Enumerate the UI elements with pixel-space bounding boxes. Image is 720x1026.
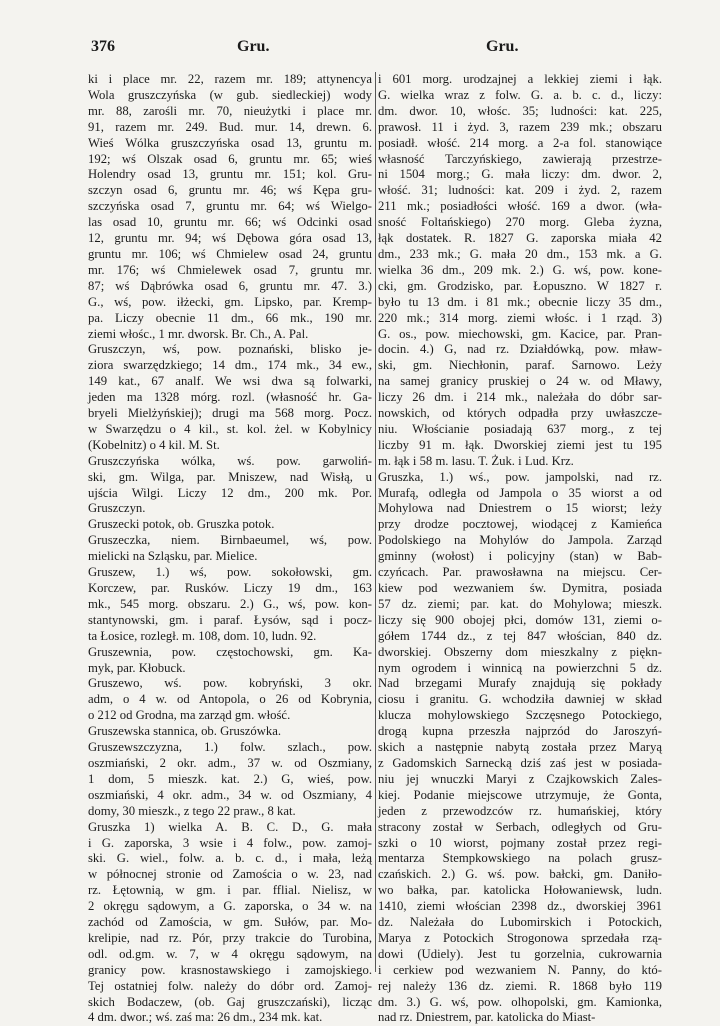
text-line: Nad brzegami Murafy znajdują się pokłady <box>378 676 662 691</box>
text-line: kiej. Podanie miejscowe utrzymuje, że Gonta, <box>378 787 662 802</box>
text-line: drogą kupna przeszła najprzód do Jaroszyń- <box>378 724 662 739</box>
text-line: Gruszeczka, niem. Birnbaeumel, wś, pow. <box>88 533 372 548</box>
text-line: kiew pod wezwaniem św. Dymitra, posiada <box>378 581 662 595</box>
text-line: odl. od.gm. w. 7, w 4 okręgu sądowym, na <box>88 946 372 961</box>
text-line: Holendry osad 13, gruntu mr. 151; kol. Gru- <box>88 167 372 182</box>
running-head-right: Gru. <box>486 38 519 55</box>
text-line: skich a następnie nabytą została przez Maryą <box>378 740 662 755</box>
text-line: liczy się 900 obojej płci, domów 131, ziemi o- <box>378 612 662 627</box>
text-line: ski, gm. Niechłonin, paraf. Sarnowo. Leży <box>378 358 662 373</box>
text-line: sność Foltańskiego) 270 morg. Gleba żyzna, <box>378 215 662 230</box>
text-line: jeden ma 1328 mórg. rozl. (własność hr. Ga- <box>88 390 372 405</box>
text-line: docin. 4.) G, nad rz. Działdówką, pow. mław- <box>378 342 662 357</box>
text-line: 4 dm. dwor.; wś. zaś ma: 26 dm., 234 mk. kat. <box>88 1010 323 1025</box>
text-line: 2 okręgu sądowym, a G. zaporska, o 34 w. na <box>88 899 372 914</box>
text-line: Gruszewo, wś. pow. kobryński, 3 okr. <box>88 676 372 691</box>
text-line: oszmiański, 2 okr. adm., 37 w. od Oszmiany, <box>88 755 372 770</box>
text-line: było tu 13 dm. i 81 mk.; obecnie liczy 35 dm., <box>378 294 662 309</box>
text-line: Mohylowa nad Dniestrem o 15 wiorst; leży <box>378 501 662 516</box>
text-line: krelipie, nad rz. Pór, przy trakcie do Turobina, <box>88 930 372 945</box>
text-line: mentarza Stempkowskiego na polach grusz- <box>378 851 662 866</box>
text-line: dworskiej. Obszerny dom mieszkalny z piękn- <box>378 644 662 659</box>
text-line: zachód od Zamościa, w gm. Sułów, par. Mo- <box>88 915 372 930</box>
text-line: własność Tarczyńskiego, zawierają przestrze- <box>378 151 662 166</box>
text-line: Gruszewnia, pow. częstochowski, gm. Ka- <box>88 644 372 659</box>
text-line: Tej ostatniej folw. należy do dóbr ord. Zamoj- <box>88 978 372 993</box>
text-line: bryeli Mielżyńskiej); drugi ma 568 morg. Pocz. <box>88 406 372 421</box>
text-line: myk, par. Kłobuck. <box>88 660 186 675</box>
text-line: 1 dom, 5 mieszk. kat. 2.) G, wieś, pow. <box>88 771 372 786</box>
text-line: 87; wś Dąbrówka osad 6, gruntu mr. 47. 3.) <box>88 278 372 293</box>
text-line: niu. Włościanie posiadają 637 morg., z tej <box>378 421 662 436</box>
text-line: łąk dostatek. R. 1827 G. zaporska miała 42 <box>378 231 662 246</box>
text-line: m. łąk i 58 m. lasu. T. Żuk. i Lud. Krz. <box>378 453 574 468</box>
text-line: G. os., pow. miechowski, gm. Kacice, par. Pran- <box>378 326 662 341</box>
text-line: Wieś Wólka gruszczyńska osad 13, gruntu m. <box>88 135 372 150</box>
text-line: ujścia Wilgi. Liczy 12 dm., 200 mk. Por. <box>88 485 372 500</box>
text-line: wo bałka, par. katolicka Hołowaniewsk, ludn. <box>378 883 662 898</box>
text-line: ziora swarzędzkiego; 14 dm., 174 mk., 34 ew., <box>88 358 372 373</box>
text-line: i 601 morg. urodzajnej a lekkiej ziemi i łąk. <box>378 72 662 86</box>
text-line: pa. Liczy obecnie 11 dm., 66 mk., 190 mr. <box>88 310 372 325</box>
text-line: o 212 od Grodna, ma zarząd gm. włość. <box>88 708 291 723</box>
text-line: szczyn osad 6, gruntu mr. 46; wś Kępa gru- <box>88 183 372 198</box>
text-line: stracony został w Serbach, odległych od Gru- <box>378 819 662 834</box>
text-line: liczy 26 dm. i 214 mk., należała do dóbr sar- <box>378 390 662 405</box>
text-line: 211 mk.; posiadłości włość. 169 a dwor. (wła- <box>378 199 662 214</box>
text-line: gminny (wołost) i policyjny (stan) w Bab- <box>378 549 662 564</box>
column-divider <box>375 72 376 972</box>
text-line: Wola gruszczyńska (w gub. siedleckiej) wody <box>88 87 372 102</box>
text-line: 12, gruntu mr. 94; wś Dębowa góra osad 13, <box>88 231 372 246</box>
text-line: 192; wś Olszak osad 6, gruntu mr. 65; wieś <box>88 151 372 166</box>
text-line: Marya z Potockich Strogonowa sprzedała rzą- <box>378 930 662 945</box>
text-line: liczby 91 m. łąk. Dworskiej ziemi jest tu 195 <box>378 437 662 452</box>
text-line: ki i place mr. 22, razem mr. 189; attynencya <box>88 72 372 86</box>
text-line: wielka 36 dm., 209 mk. 2.) G. wś, pow. kone- <box>378 262 662 277</box>
text-line: 91, razem mr. 249. Bud. mur. 14, drewn. 6. <box>88 119 372 134</box>
text-line: włość. 31; ludności: kat. 209 i żyd. 2, razem <box>378 183 662 198</box>
text-line: Gruszczyn, wś, pow. poznański, blisko je- <box>88 342 372 357</box>
text-line: ni 1504 morg.; G. mała liczy: dm. dwor. 2, <box>378 167 662 182</box>
text-line: Gruszewszczyzna, 1.) folw. szlach., pow. <box>88 740 372 755</box>
text-line: 57 dz. ziemi; par. kat. do Mohylowa; mieszk. <box>378 596 662 611</box>
page-header <box>0 38 720 60</box>
text-line: oszmiański, 4 okr. adm., 34 w. od Oszmiany, 4 <box>88 787 372 802</box>
page-number: 376 <box>91 38 115 55</box>
text-line: czyńcach. Par. prawosławna na miejscu. Cer- <box>378 565 662 580</box>
text-line: Podolskiego na Mohylów do Jampola. Zarząd <box>378 533 662 548</box>
text-line: Korczew, par. Rusków. Liczy 19 dm., 163 <box>88 581 372 595</box>
text-line: dm., 233 mk.; G. mała 20 dm., 153 mk. a G. <box>378 246 662 261</box>
text-line: na samej granicy pruskiej o 24 w. od Mławy, <box>378 374 662 389</box>
text-line: szczyńska osad 7, gruntu mr. 64; wś Wielgo- <box>88 199 372 214</box>
text-line: z Gadomskich Sarnecką dziś zaś jest w posiada- <box>378 755 662 770</box>
text-line: ziemi włośc., 1 mr. dworsk. Br. Ch., A. Pal. <box>88 326 309 341</box>
text-line: rej należy 136 dz. ziemi. R. 1868 było 119 <box>378 978 662 993</box>
text-line: dm. dwor. 10, włośc. 35; ludności: kat. 225, <box>378 103 662 118</box>
text-line: ski. G. wiel., folw. a. b. c. d., i mała, leżą <box>88 851 372 866</box>
text-line: gruntu mr. 106; wś Chmielew osad 24, gruntu <box>88 246 372 261</box>
text-line: stantynowski, gm. i paraf. Łysów, sąd i pocz- <box>88 612 372 627</box>
text-line: mielicki na Szląsku, par. Mielice. <box>88 549 258 564</box>
text-line: nad rz. Dniestrem, par. katolicka do Miast- <box>378 1010 596 1025</box>
text-line: nym ogrodem i winnicą na powierzchni 5 dz. <box>378 660 662 675</box>
text-line: adm, o 4 w. od Antopola, o 26 od Kobrynia, <box>88 692 372 707</box>
text-line: klucza mohylowskiego Szczęsnego Potockiego, <box>378 708 662 723</box>
text-line: czańskich. 2.) G. wś. pow. bałcki, gm. Daniło- <box>378 867 662 882</box>
text-line: Gruszczyńska wólka, wś. pow. garwoliń- <box>88 453 372 468</box>
text-line: domy, 30 mieszk., z tego 22 praw., 8 kat. <box>88 803 296 818</box>
text-line: dz. Należała do Lubomirskich i Potockich, <box>378 915 662 930</box>
text-line: Gruszka 1) wielka A. B. C. D., G. mała <box>88 819 372 834</box>
text-line: ski, gm. Wilga, par. Mniszew, nad Wisłą, u <box>88 469 372 484</box>
text-line: 149 kat., 67 analf. We wsi dwa są folwarki, <box>88 374 372 389</box>
text-line: las osad 10, gruntu mr. 66; wś Odcinki osad <box>88 215 372 230</box>
text-line: jeden z przewodzców rz. humańskiej, który <box>378 803 662 818</box>
text-line: prawosł. 11 i żyd. 3, razem 239 mk.; obszaru <box>378 119 662 134</box>
text-line: posiadł. włość. 214 morg. a 2-a fol. stanowiące <box>378 135 662 150</box>
text-line: mk., 545 morg. obszaru. 2.) G., wś, pow. kon- <box>88 596 372 611</box>
text-line: mr. 176; wś Chmielewek osad 7, gruntu mr. <box>88 262 372 277</box>
text-line: G., wś, pow. iłżecki, gm. Lipsko, par. Kremp- <box>88 294 372 309</box>
text-line: szki o 10 wiorst, pojmany został przez regi- <box>378 835 662 850</box>
text-line: Gruszewska stannica, ob. Gruszówka. <box>88 724 282 739</box>
text-line: cki, gm. Grodzisko, par. Łopuszno. W 1827 r. <box>378 278 662 293</box>
text-line: mr. 88, zarośli mr. 70, nieużytki i place mr. <box>88 103 372 118</box>
text-line: Gruszecki potok, ob. Gruszka potok. <box>88 517 275 532</box>
text-line: (Kobelnitz) o 4 kil. M. St. <box>88 437 220 452</box>
text-line: w Swarzędzu o 4 kil., st. kol. żel. w Kobylnicy <box>88 421 372 436</box>
text-line: skich Bodaczew, (ob. Gaj gruszczański), licząc <box>88 994 372 1009</box>
text-line: w północnej stronie od Zamościa o w. 23, nad <box>88 867 372 882</box>
text-line: granicy pow. krasnostawskiego i zamojskiego. <box>88 962 372 977</box>
left-text-column <box>88 72 372 1025</box>
text-line: nowskich, od których odpadła przy uwłaszcze- <box>378 406 662 421</box>
text-line: niu jej wnuczki Maryi z Czajkowskich Zales- <box>378 771 662 786</box>
text-line: dm. 3.) G. wś, pow. olhopolski, gm. Kamionka, <box>378 994 662 1009</box>
text-line: Murafą, odległa od Jampola o 35 wiorst a od <box>378 485 662 500</box>
text-line: przy drodze pocztowej, wiodącej z Kamieńca <box>378 517 662 532</box>
text-line: i G. zaporska, 3 wsie i 4 folw., pow. zamoj- <box>88 835 372 850</box>
text-line: gółem 1744 dz., z tej 847 włościan, 840 dz. <box>378 628 662 643</box>
text-line: Gruszka, 1.) wś., pow. jampolski, nad rz. <box>378 469 662 484</box>
text-line: ta Łosice, rozległ. m. 108, dom. 10, ludn. 92. <box>88 628 317 643</box>
right-text-column <box>378 72 662 1025</box>
text-line: 220 mk.; 314 morg. ziemi włośc. i 1 rząd. 3) <box>378 310 662 325</box>
text-line: ciosu i granitu. G. wchodziła dawniej w skład <box>378 692 662 707</box>
text-line: dowi (Udiely). Jest tu gorzelnia, cukrowarnia <box>378 946 662 961</box>
text-line: Gruszczyn. <box>88 501 146 516</box>
text-line: 1410, ziemi włościan 2398 dz., dworskiej 3961 <box>378 899 662 914</box>
running-head-left: Gru. <box>237 38 270 55</box>
text-line: Gruszew, 1.) wś, pow. sokołowski, gm. <box>88 565 372 580</box>
text-line: G. wielka wraz z folw. G. a. b. c. d., liczy: <box>378 87 662 102</box>
text-line: rz. Łętownią, w gm. i par. fflial. Nielisz, w <box>88 883 372 898</box>
text-line: i cerkiew pod wezwaniem N. Panny, do któ- <box>378 962 662 977</box>
